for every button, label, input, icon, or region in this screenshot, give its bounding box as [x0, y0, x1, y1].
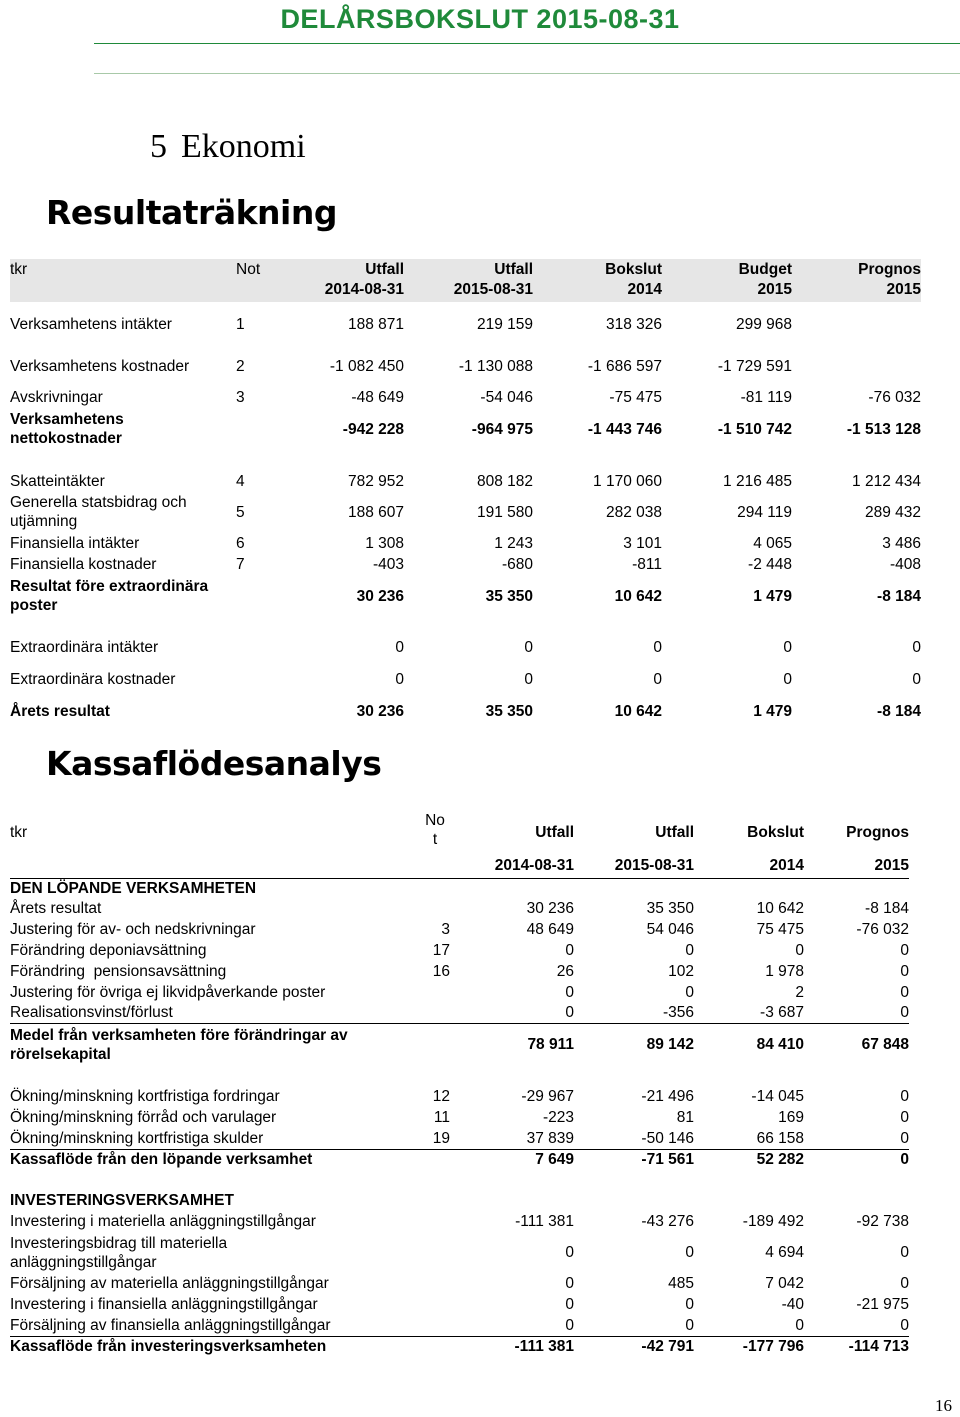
spacer	[10, 1170, 909, 1190]
resultat-row: Verksamhetens intäkter 1 188 871 219 159 318 326 299 968	[10, 315, 792, 333]
resultat-row-total: Årets resultat 30 236 35 350 10 642 1 479 -8 184	[10, 702, 921, 720]
chapter-heading	[150, 128, 306, 166]
kassa-heading: Kassaflödesanalys	[46, 744, 382, 783]
resultat-row-subtotal: Resultat före extraordinära poster 30 236 35 350 10 642 1 479 -8 184	[10, 578, 921, 614]
kassa-row-subtotal: Kassaflöde från den löpande verksamhet 7 649 -71 561 52 282 0	[10, 1149, 909, 1170]
kassa-row: Försäljning av finansiella anläggningstillgångar 0 0 0 0	[10, 1316, 909, 1334]
col-header-prognos-2015: Prognos	[846, 823, 909, 841]
kassa-row: Justering för av- och nedskrivningar 3 48 649 54 046 75 475 -76 032	[10, 921, 909, 938]
resultat-row: Avskrivningar 3 -48 649 -54 046 -75 475 -81 119 -76 032	[10, 388, 921, 406]
col-header-utfall-2015: Utfall	[655, 823, 694, 841]
col-header-bokslut-2014: Bokslut 2014	[533, 259, 662, 302]
kassa-row: Ökning/minskning kortfristiga skulder 19 37 839 -50 146 66 158 0	[10, 1129, 909, 1147]
resultat-row: Extraordinära kostnader 0 0 0 0 0	[10, 670, 921, 688]
document-title: DELÅRSBOKSLUT 2015-08-31	[280, 4, 680, 34]
col-header-utfall-2014: Utfall	[535, 823, 574, 841]
col-header-utfall-2015: Utfall 2015-08-31	[404, 259, 533, 302]
col-header-not: Not	[236, 259, 284, 302]
kassa-row: Ökning/minskning förråd och varulager 11 -223 81 169 0	[10, 1109, 909, 1126]
kassa-row-subtotal: Medel från verksamheten före förändringar av rörelsekapital 78 911 89 142 84 410 67 848	[10, 1023, 909, 1066]
col-header-prognos-2015: Prognos 2015	[792, 259, 921, 302]
kassa-row: Förändring pensionsavsättning 16 26 102 1 978 0	[10, 963, 909, 980]
kassa-table	[10, 811, 909, 1357]
resultat-row: Extraordinära intäkter 0 0 0 0 0	[10, 639, 921, 656]
chapter-title: Ekonomi	[181, 128, 306, 165]
spacer	[10, 450, 921, 471]
kassa-section-heading: INVESTERINGSVERKSAMHET	[10, 1192, 234, 1209]
kassa-row: Realisationsvinst/förlust 0 -356 -3 687 0	[10, 1004, 909, 1022]
col-header-label: tkr	[10, 259, 236, 302]
kassa-header-row	[10, 811, 909, 853]
col-header-not: No t	[425, 812, 445, 848]
page-number: 16	[935, 1396, 952, 1415]
header-rule	[94, 43, 960, 44]
resultat-table	[10, 259, 921, 722]
resultat-row-subtotal: Verksamhetens nettokostnader -942 228 -964 975 -1 443 746 -1 510 742 -1 513 128	[10, 411, 921, 447]
col-header-label: tkr	[10, 823, 28, 841]
resultat-row: Finansiella kostnader 7 -403 -680 -811 -2 448 -408	[10, 556, 921, 573]
resultat-heading: Resultaträkning	[46, 193, 337, 232]
kassa-row: Förändring deponiavsättning 17 0 0 0 0	[10, 942, 909, 959]
kassa-header-row-years: 2014-08-31 2015-08-31 2014 2015	[10, 853, 909, 878]
resultat-header-row	[10, 259, 921, 302]
kassa-row: Försäljning av materiella anläggningstillgångar 0 485 7 042 0	[10, 1275, 909, 1292]
header-rule-light	[94, 73, 960, 74]
resultat-row: Generella statsbidrag och utjämning 5 188 607 191 580 282 038 294 119 289 432	[10, 494, 921, 530]
kassa-row-total: Kassaflöde från investeringsverksamheten -111 381 -42 791 -177 796 -114 713	[10, 1336, 909, 1357]
col-header-budget-2015: Budget 2015	[662, 259, 792, 302]
spacer	[10, 1066, 909, 1086]
kassa-row: Investering i materiella anläggningstillgångar -111 381 -43 276 -189 492 -92 738	[10, 1213, 909, 1230]
kassa-row: Årets resultat 30 236 35 350 10 642 -8 184	[10, 900, 909, 917]
resultat-row: Finansiella intäkter 6 1 308 1 243 3 101 4 065 3 486	[10, 535, 921, 552]
kassa-section-heading: DEN LÖPANDE VERKSAMHETEN	[10, 879, 257, 897]
col-header-utfall-2014: Utfall 2014-08-31	[284, 259, 404, 302]
kassa-row: Investeringsbidrag till materiella anläggningstillgångar 0 0 4 694 0	[10, 1234, 909, 1271]
resultat-row: Skatteintäkter 4 782 952 808 182 1 170 060 1 216 485 1 212 434	[10, 472, 921, 490]
col-header-bokslut-2014: Bokslut	[747, 823, 804, 841]
kassa-row: Investering i finansiella anläggningstillgångar 0 0 -40 -21 975	[10, 1296, 909, 1313]
resultat-row: Verksamhetens kostnader 2 -1 082 450 -1 130 088 -1 686 597 -1 729 591	[10, 357, 792, 375]
kassa-row: Ökning/minskning kortfristiga fordringar 12 -29 967 -21 496 -14 045 0	[10, 1088, 909, 1105]
kassa-row: Justering för övriga ej likvidpåverkande poster 0 0 2 0	[10, 984, 909, 1001]
spacer	[10, 617, 921, 637]
chapter-number: 5	[150, 128, 167, 165]
